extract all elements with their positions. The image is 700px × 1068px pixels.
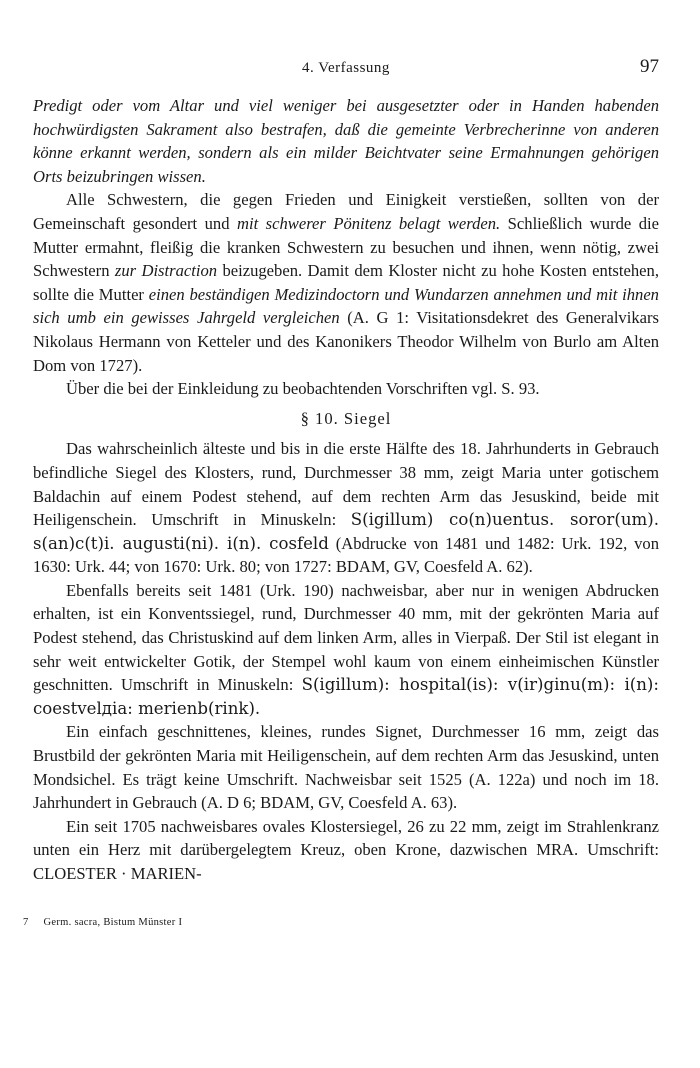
footer-text: Germ. sacra, Bistum Münster I (43, 917, 183, 928)
text-run: Über die bei der Einkleidung zu beobachtenden Vorschriften vgl. S. 93. (66, 379, 540, 399)
text-run: (A. G 1: Visitationsdekret des Generalvikars Nikolaus Hermann von Ketteler und des Kanonikers Theodor Wilhelm von Burlo am Alten Dom von 1727). (33, 308, 659, 375)
seal-inscription: S(igillum): hospital(is): v(ir)ginu(m): i(n): coestvelдia: merienb(rink). (33, 675, 659, 718)
section-heading: § 10. Siegel (300, 408, 392, 428)
body-text (33, 94, 659, 886)
italic-quote: Predigt oder vom Altar und viel weniger bei ausgesetzter oder in Handen habenden hochwürdigsten Sakrament also bestrafen, daß die gemeinte Verbrecherinne von anderen könne erkannt werden, sondern als ein milder Beichtvater seine Ermahnungen gehörigen Orts beizubringen wissen. (33, 96, 659, 186)
paragraph (33, 815, 659, 886)
italic-quote: einen beständigen Medizindoctorn und Wundarzen annehmen und mit ihnen sich umb ein gewisses Jahrgeld vergleichen (33, 284, 659, 328)
paragraph (33, 377, 659, 401)
paragraph (33, 188, 659, 377)
text-run: Ebenfalls bereits seit 1481 (Urk. 190) nachweisbar, aber nur in wenigen Abdrucken erhalten, ist ein Konventssiegel, rund, Durchmesser 40 mm, mit der gekrönten Maria auf Podest stehend, das Christuskind auf dem linken Arm, alles in Vierpaß. Der Stil ist elegant in sehr weit entwickelter Gotik, der Stempel wohl kaum von einem einheimischen Künstler geschnitten. Umschrift in Minuskeln: (33, 580, 659, 695)
paragraph (33, 579, 659, 721)
paragraph (33, 94, 659, 188)
signature-mark: 7 (23, 917, 29, 928)
running-head (33, 56, 659, 80)
italic-quote: zur Distraction (114, 261, 218, 281)
paragraph (33, 437, 659, 579)
text-run: beizugeben. Damit dem Kloster nicht zu hohe Kosten entstehen, sollte die Mutter (33, 261, 659, 304)
text-run: Das wahrscheinlich älteste und bis in die erste Hälfte des 18. Jahrhunderts in Gebrauch befindliche Siegel des Klosters, rund, Durchmesser 38 mm, zeigt Maria unter gotischem Baldachin auf einem Podest stehend, auf dem rechten Arm das Jesuskind, beide mit Heiligenschein. Umschrift in Minuskeln: (33, 439, 659, 530)
paragraph-group-2 (33, 437, 659, 885)
text-run: Schließlich wurde die Mutter ermahnt, fleißig die kranken Schwestern zu besuchen und ihnen, wenn nötig, zwei Schwestern (33, 213, 660, 281)
paragraph-group-1 (33, 94, 659, 401)
text-run: (Abdrucke von 1481 und 1482: Urk. 192, von 1630: Urk. 44; von 1670: Urk. 80; von 1727: BDAM, GV, Coesfeld A. 62). (33, 533, 659, 577)
text-run: Alle Schwestern, die gegen Frieden und Einigkeit verstießen, sollten von der Gemeinschaft gesondert und (33, 190, 659, 233)
running-head-section: 4. Verfassung (302, 60, 390, 76)
page-number: 97 (640, 56, 659, 77)
text-run: Ein einfach geschnittenes, kleines, rundes Signet, Durchmesser 16 mm, zeigt das Brustbild der gekrönten Maria mit Heiligenschein, auf dem rechten Arm das Jesuskind, unten Mondsichel. Es trägt keine Umschrift. Nachweisbar seit 1525 (A. 122a) und noch im 18. Jahrhundert in Gebrauch (A. D 6; BDAM, GV, Coesfeld A. 63). (33, 722, 659, 813)
footer (23, 917, 182, 928)
seal-inscription: S(igillum) co(n)uentus. soror(um). s(an)c(t)i. augusti(ni). i(n). cosfeld (33, 510, 659, 553)
italic-quote: mit schwerer Pönitenz belagt werden. (236, 213, 501, 233)
paragraph (33, 720, 659, 814)
text-run: Ein seit 1705 nachweisbares ovales Klostersiegel, 26 zu 22 mm, zeigt im Strahlenkranz unten ein Herz mit darübergelegtem Kreuz, oben Krone, dazwischen MRA. Umschrift: CLOESTER · MARIEN- (33, 816, 659, 883)
